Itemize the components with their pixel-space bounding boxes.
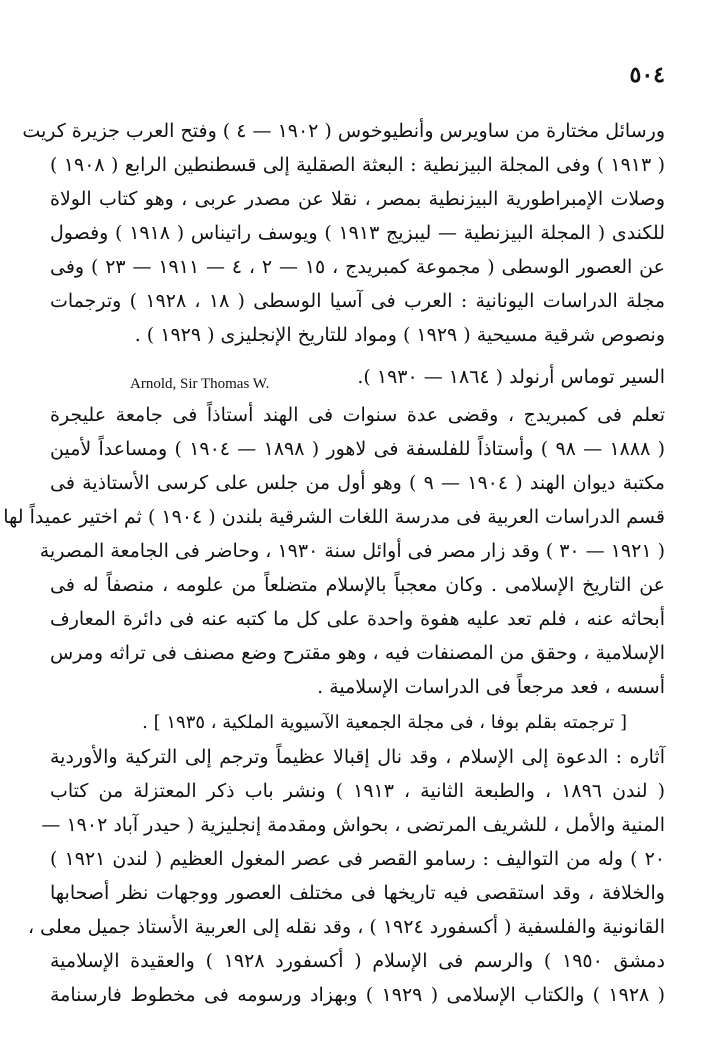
text-line: ( ١٩٢٨ ) والكتاب الإسلامى ( ١٩٢٩ ) وبهزاد ورسومه فى مخطوط فارسنامة xyxy=(50,984,666,1006)
text-line: الإسلامية ، وحقق من المصنفات فيه ، وهو مقترح وضع مصنف فى تراثه ومرس xyxy=(50,642,665,664)
text-line: ( ١٩١٣ ) وفى المجلة البيزنطية : البعثة الصقلية إلى قسطنطين الرابع ( ١٩٠٨ ) xyxy=(50,154,665,176)
text-line: أسسه ، فعد مرجعاً فى الدراسات الإسلامية . xyxy=(317,676,665,698)
text-line: ( ١٩٢١ — ٣٠ ) وقد زار مصر فى أوائل سنة ١٩٣٠ ، وحاضر فى الجامعة المصرية xyxy=(39,540,665,562)
text-line: والخلافة ، وقد استقصى فيه تاريخها فى مختلف العصور ووجهات نظر أصحابها xyxy=(50,882,665,904)
text-line: ( لندن ١٨٩٦ ، والطبعة الثانية ، ١٩١٣ ) ونشر باب ذكر المعتزلة من كتاب xyxy=(50,780,665,802)
text-line: القانونية والفلسفية ( أكسفورد ١٩٢٤ ) ، وقد نقله إلى العربية الأستاذ جميل معلى ، xyxy=(27,916,665,938)
text-line: أبحاثه عنه ، فلم تعد عليه هفوة واحدة على كل ما كتبه عنه فى دائرة المعارف xyxy=(50,608,665,630)
text-line: للكندى ( المجلة البيزنطية — ليبزيج ١٩١٣ ) ويوسف راتيناس ( ١٩١٨ ) وفصول xyxy=(50,222,665,244)
entry-heading xyxy=(50,360,665,394)
text-line: مجلة الدراسات اليونانية : العرب فى آسيا الوسطى ( ١٨ ، ١٩٢٨ ) وترجمات xyxy=(50,290,665,312)
biography-paragraph xyxy=(3,398,666,704)
page-number: ٥٠٤ xyxy=(629,62,665,88)
text-line: تعلم فى كمبريدج ، وقضى عدة سنوات فى الهند أستاذاً فى جامعة عليجرة xyxy=(50,404,665,426)
text-line: وصلات الإمبراطورية البيزنطية بمصر ، نقلا عن مصدر عربى ، وهو كتاب الولاة xyxy=(50,188,665,210)
text-line: ( ١٨٨٨ — ٩٨ ) وأستاذاً للفلسفة فى لاهور ( ١٨٩٨ — ١٩٠٤ ) ومساعداً لأمين xyxy=(50,438,666,460)
text-line: عن العصور الوسطى ( مجموعة كمبريدج ، ١٥ — ٢ ، ٤ — ١٩١١ — ٢٣ ) وفى xyxy=(50,256,665,278)
reference-note: [ ترجمته بقلم بوفا ، فى مجلة الجمعية الآسيوية الملكية ، ١٩٣٥ ] . xyxy=(142,712,627,733)
text-line: عن التاريخ الإسلامى . وكان معجباً بالإسلام متضلعاً من علومه ، منصفاً له فى xyxy=(50,574,665,596)
text-line: المنية والأمل ، للشريف المرتضى ، بحواش ومقدمة إنجليزية ( حيدر آباد ١٩٠٢ — xyxy=(41,814,665,836)
text-line: ورسائل مختارة من ساويرس وأنطيوخوس ( ١٩٠٢ — ٤ ) وفتح العرب جزيرة كريت xyxy=(22,120,665,142)
works-paragraph xyxy=(27,740,666,1012)
paragraph-continuation xyxy=(22,114,665,352)
text-line: قسم الدراسات العربية فى مدرسة اللغات الشرقية بلندن ( ١٩٠٤ ) ثم اختير عميداً لها xyxy=(3,506,665,528)
entry-heading-arabic: السير توماس أرنولد ( ١٨٦٤ — ١٩٣٠ ). xyxy=(357,366,665,388)
text-line: آثاره : الدعوة إلى الإسلام ، وقد نال إقبالا عظيماً وترجم إلى التركية والأوردية xyxy=(50,746,665,768)
text-line: دمشق ١٩٥٠ ) والرسم فى الإسلام ( أكسفورد ١٩٢٨ ) والعقيدة الإسلامية xyxy=(50,950,665,972)
text-line: ونصوص شرقية مسيحية ( ١٩٢٩ ) ومواد للتاريخ الإنجليزى ( ١٩٢٩ ) . xyxy=(134,324,665,346)
entry-heading-english: Arnold, Sir Thomas W. xyxy=(130,376,270,392)
text-line: ٢٠ ) وله من التواليف : رسامو القصر فى عصر المغول العظيم ( لندن ١٩٢١ ) xyxy=(50,848,666,870)
text-line: مكتبة ديوان الهند ( ١٩٠٤ — ٩ ) وهو أول من جلس على كرسى الأستاذية فى xyxy=(50,472,665,494)
